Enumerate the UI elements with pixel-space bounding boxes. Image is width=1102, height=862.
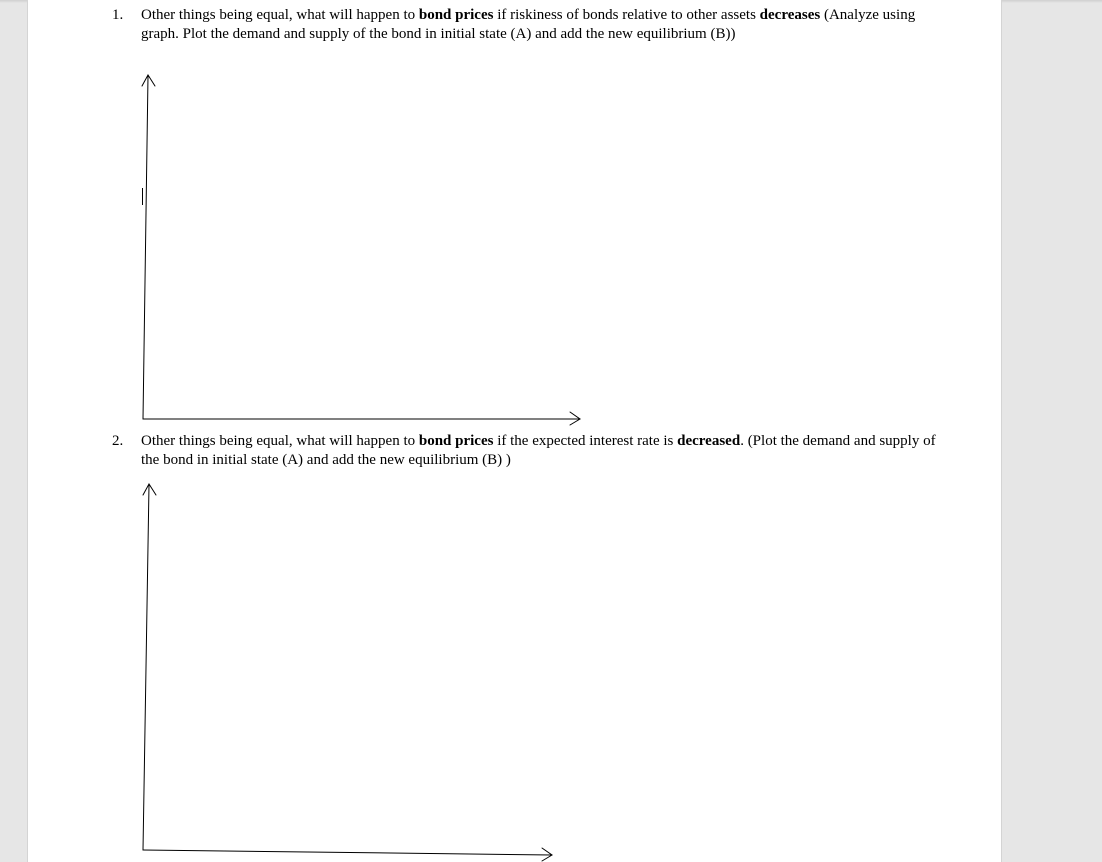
document-page[interactable] [27, 0, 1002, 862]
question-2 [112, 432, 952, 472]
question-1 [112, 6, 952, 46]
bold-term: bond prices [418, 433, 494, 449]
question-text: Other things being equal, what will happen to bond prices if the expected interest rate is decreased. (Plot the demand and supply of the bond in initial state (A) and add the new equilibrium (B) ) [141, 433, 936, 468]
bold-term: decreased [677, 433, 741, 449]
question-text: Other things being equal, what will happen to bond prices if riskiness of bonds relative to other assets decreases (Analyze using graph. Plot the demand and supply of the bond in initial state (A) and add the new equilibrium (B)) [141, 7, 916, 42]
question-number: 1. [112, 7, 124, 23]
text-cursor [142, 188, 143, 205]
bold-term: bond prices [418, 7, 494, 23]
question-number: 2. [112, 433, 124, 449]
bold-term: decreases [759, 7, 821, 23]
